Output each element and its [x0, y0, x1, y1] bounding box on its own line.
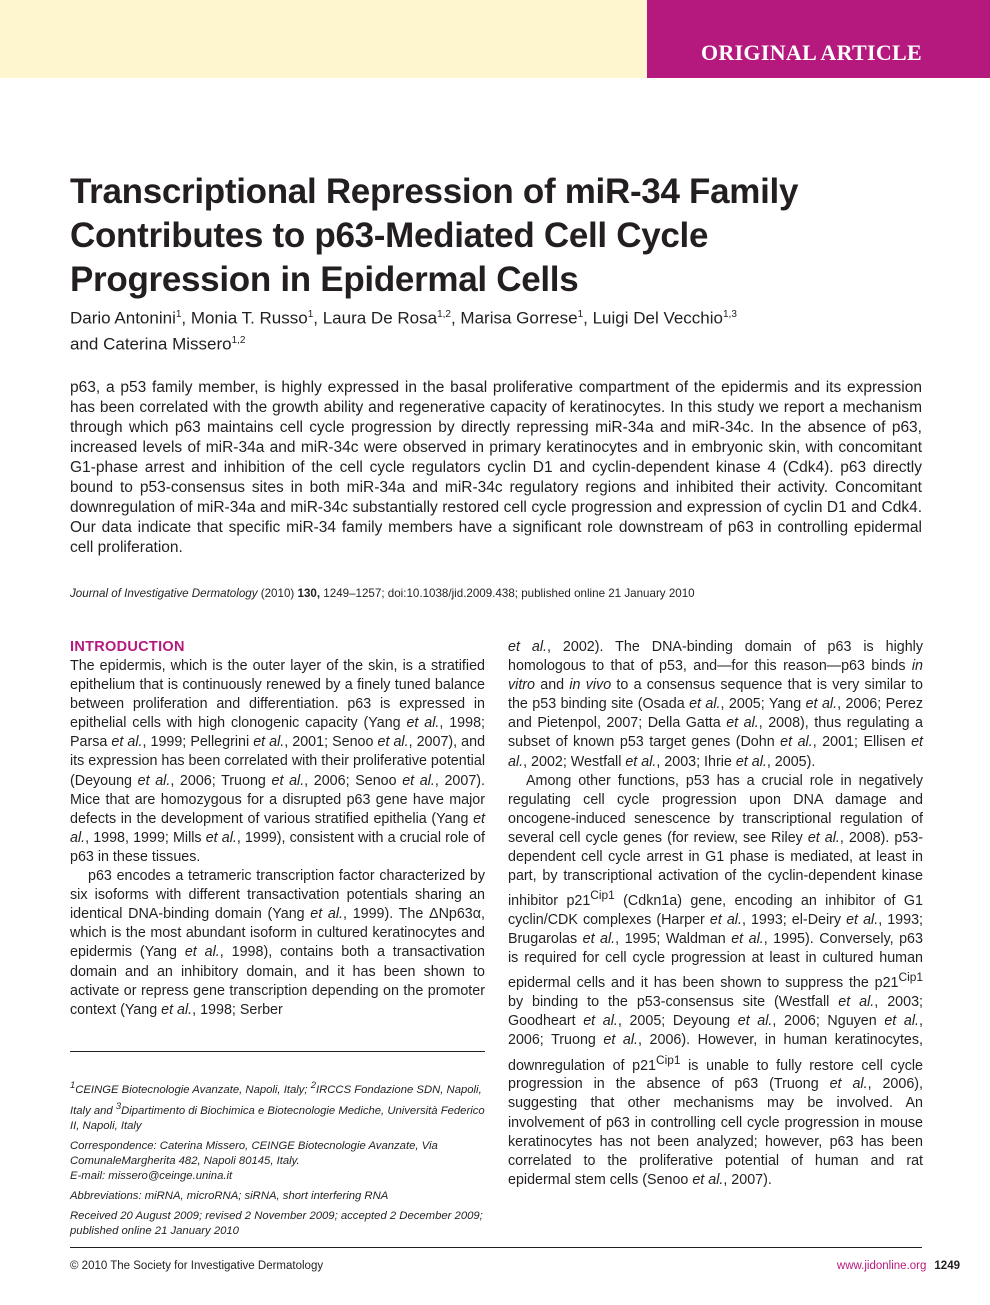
abstract: p63, a p53 family member, is highly expressed in the basal proliferative compartment of the epidermis and its expression has been correlated with the growth ability and regenerative capacity of keratinocytes. In this study we report a mechanism through which p63 maintains cell cycle progression by directly repressing miR-34a and miR-34c. In the absence of p63, increased levels of miR-34a and miR-34c were observed in primary keratinocytes and in embryonic skin, with concomitant G1-phase arrest and inhibition of the cell cycle regulators cyclin D1 and cyclin-dependent kinase 4 (Cdk4). p63 directly bound to p53-consensus sites in both miR-34a and miR-34c regulatory regions and inhibited their activity. Concomitant downregulation of miR-34a and miR-34c substantially restored cell cycle progression and expression of cyclin D1 and Cdk4. Our data indicate that specific miR-34 family members have a significant role downstream of p63 in controlling epidermal cell proliferation. [70, 379, 922, 556]
journal-url-link[interactable]: www.jidonline.org [836, 1260, 927, 1272]
correspondence [70, 1139, 485, 1184]
footnotes [70, 1051, 485, 1244]
author-list: Dario Antonini$^1$, Monia T. Russo$^1$, Laura De Rosa$^{1,2}$, Marisa Gorrese$^1$, Luigi Del Vecchio$^{1,3}$ and Caterina Missero$^{1,2}$ [70, 308, 737, 354]
footer-divider [70, 1247, 922, 1248]
header-banner-right [647, 0, 990, 78]
abbreviations: Abbreviations: miRNA, microRNA; siRNA, short interfering RNA [70, 1189, 389, 1202]
citation-line: Journal of Investigative Dermatology (2010) 130, 1249–1257; doi:10.1038/jid.2009.438; published online 21 January 2010 [70, 587, 695, 600]
copyright: © 2010 The Society for Investigative Dermatology [70, 1260, 324, 1272]
affiliations: $^1$CEINGE Biotecnologie Avanzate, Napoli, Italy; $^2$IRCCS Fondazione SDN, Napoli, Italy and $^3$Dipartimento di Biochimica e Biotecnologie Mediche, Università Federico II, Napoli, Italy [70, 1079, 485, 1132]
page-number: 1249 [934, 1260, 960, 1272]
body-paragraph: The epidermis, which is the outer layer of the skin, is a stratified epithelium that is continuously renewed by a finely tuned balance between proliferation and differentiation. p63 is expressed in epithelial cells with high clonogenic capacity (Yang et al., 1998; Parsa et al., 1999; Pellegrini et al., 2001; Senoo et al., 2007), and its expression has been correlated with their proliferative potential (Deyoung et al., 2006; Truong et al., 2006; Senoo et al., 2007). Mice that are homozygous for a disrupted p63 gene have major defects in the development of various stratified epithelia (Yang et al., 1998, 1999; Mills et al., 1999), consistent with a crucial role of p63 in these tissues. [70, 658, 486, 865]
body-paragraph: Among other functions, p53 has a crucial role in negatively regulating cell cycle progression upon DNA damage and oncogene-induced senescence by transcriptional regulation of several cell cycle genes (for review, see Riley et al., 2008). p53-dependent cell cycle arrest in G1 phase is mediated, at least in part, by transcriptional activation of the cyclin-dependent kinase inhibitor $p21^{Cip1}$ (Cdkn1a) gene, encoding an inhibitor of G1 cyclin/CDK complexes (Harper et al., 1993; el-Deiry et al., 1993; Brugarolas et al., 1995; Waldman et al., 1995). Conversely, p63 is required for cell cycle progression at least in cultured human epidermal cells and it has been shown to suppress the $p21^{Cip1}$ by binding to the p53-consensus site (Westfall et al., 2003; Goodheart et al., 2005; Deyoung et al., 2006; Nguyen et al., 2006; Truong et al., 2006). However, in human keratinocytes, downregulation of $p21^{Cip1}$ is unable to fully restore cell cycle progression in the absence of p63 (Truong et al., 2006), suggesting that other mechanisms may be involved. An involvement of p63 in controlling cell cycle progression in mouse keratinocytes has not been analyzed; however, p63 has been correlated to the proliferative potential of human and rat epidermal stem cells (Senoo et al., 2007). [508, 772, 924, 1188]
article-dates: Received 20 August 2009; revised 2 November 2009; accepted 2 December 2009; published online 21 January 2010 [70, 1209, 483, 1237]
section-label: ORIGINAL ARTICLE [700, 40, 922, 65]
correspondence-email: E-mail: missero@ceinge.unina.it [70, 1169, 233, 1182]
left-column [70, 638, 485, 1020]
right-column [508, 638, 923, 1190]
section-heading-introduction: INTRODUCTION [70, 639, 185, 655]
body-paragraph: p63 encodes a tetrameric transcription factor characterized by six isoforms with different transactivation potentials sharing an identical DNA-binding domain (Yang et al., 1999). The ΔNp63α, which is the most abundant isoform in cultured keratinocytes and epidermis (Yang et al., 1998), contains both a transactivation domain and an inhibitory domain, and it has been shown to activate or repress gene transcription depending on the promoter context (Yang et al., 1998; Serber [70, 868, 485, 1018]
body-paragraph: et al., 2002). The DNA-binding domain of p63 is highly homologous to that of p53, and—for this reason—p63 binds in vitro and in vivo to a consensus sequence that is very similar to the p53 binding site (Osada et al., 2005; Yang et al., 2006; Perez and Pietenpol, 2007; Della Gatta et al., 2008), thus regulating a subset of known p53 target genes (Dohn et al., 2001; Ellisen et al., 2002; Westfall et al., 2003; Ihrie et al., 2005). [508, 639, 923, 770]
article-title: Transcriptional Repression of miR-34 Family Contributes to p63-Mediated Cell Cycle Progression in Epidermal Cells [70, 172, 799, 299]
header-banner-left [0, 0, 647, 78]
footer-right [837, 1260, 960, 1272]
correspondence-address: Correspondence: Caterina Missero, CEINGE Biotecnologie Avanzate, Via ComunaleMargherita 482, Napoli 80145, Italy. [70, 1139, 438, 1167]
